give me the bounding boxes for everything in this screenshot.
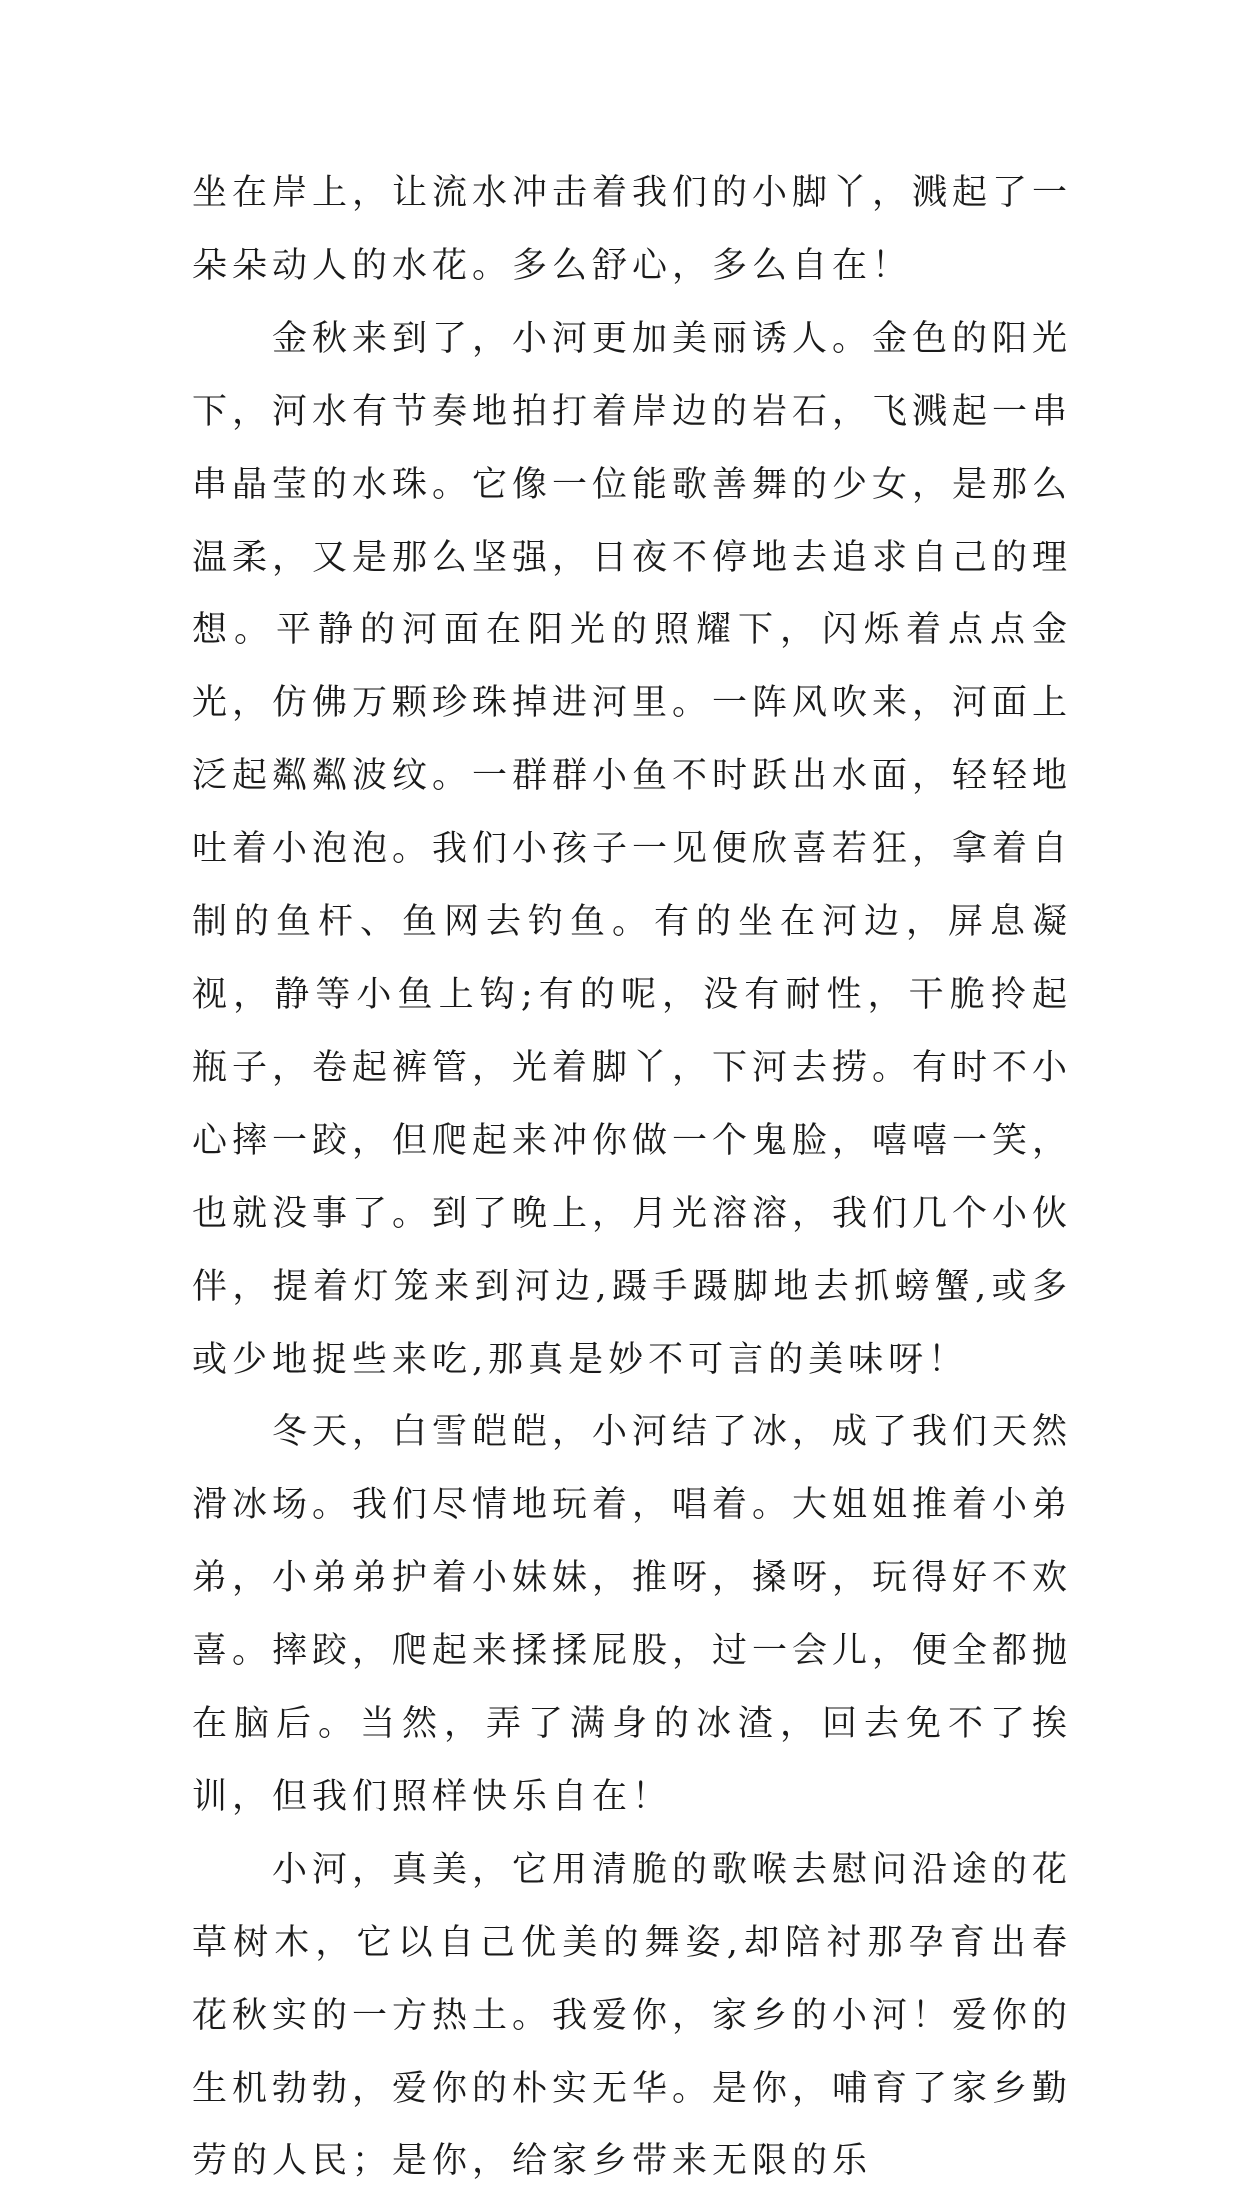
paragraph-3: 冬天，白雪皑皑，小河结了冰，成了我们天然滑冰场。我们尽情地玩着，唱着。大姐姐推着小弟弟，小弟弟护着小妹妹，推呀，搡呀，玩得好不欢喜。摔跤，爬起来揉揉屁股，过一会儿，便全都抛在脑后。当然，弄了满身的冰渣，回去免不了挨训，但我们照样快乐自在！ [192,1412,1073,1817]
paragraph-2: 金秋来到了，小河更加美丽诱人。金色的阳光下，河水有节奏地拍打着岸边的岩石，飞溅起一串串晶莹的水珠。它像一位能歌善舞的少女，是那么温柔，又是那么坚强，日夜不停地去追求自己的理想。平静的河面在阳光的照耀下，闪烁着点点金光，仿佛万颗珍珠掉进河里。一阵风吹来，河面上泛起粼粼波纹。一群群小鱼不时跃出水面，轻轻地吐着小泡泡。我们小孩子一见便欣喜若狂，拿着自制的鱼杆、鱼网去钓鱼。有的坐在河边，屏息凝视，静等小鱼上钩;有的呢，没有耐性，干脆拎起瓶子，卷起裤管，光着脚丫，下河去捞。有时不小心摔一跤，但爬起来冲你做一个鬼脸，嘻嘻一笑，也就没事了。到了晚上，月光溶溶，我们几个小伙伴，提着灯笼来到河边,蹑手蹑脚地去抓螃蟹,或多或少地捉些来吃,那真是妙不可言的美味呀！ [192,318,1073,1380]
body-text [192,157,1072,2198]
paragraph-1: 坐在岸上，让流水冲击着我们的小脚丫，溅起了一朵朵动人的水花。多么舒心，多么自在！ [192,173,1073,286]
paragraph-4: 小河，真美，它用清脆的歌喉去慰问沿途的花草树木，它以自己优美的舞姿,却陪衬那孕育出春花秋实的一方热土。我爱你，家乡的小河！爱你的生机勃勃，爱你的朴实无华。是你，哺育了家乡勤劳的人民；是你，给家乡带来无限的乐 [192,1849,1073,2182]
